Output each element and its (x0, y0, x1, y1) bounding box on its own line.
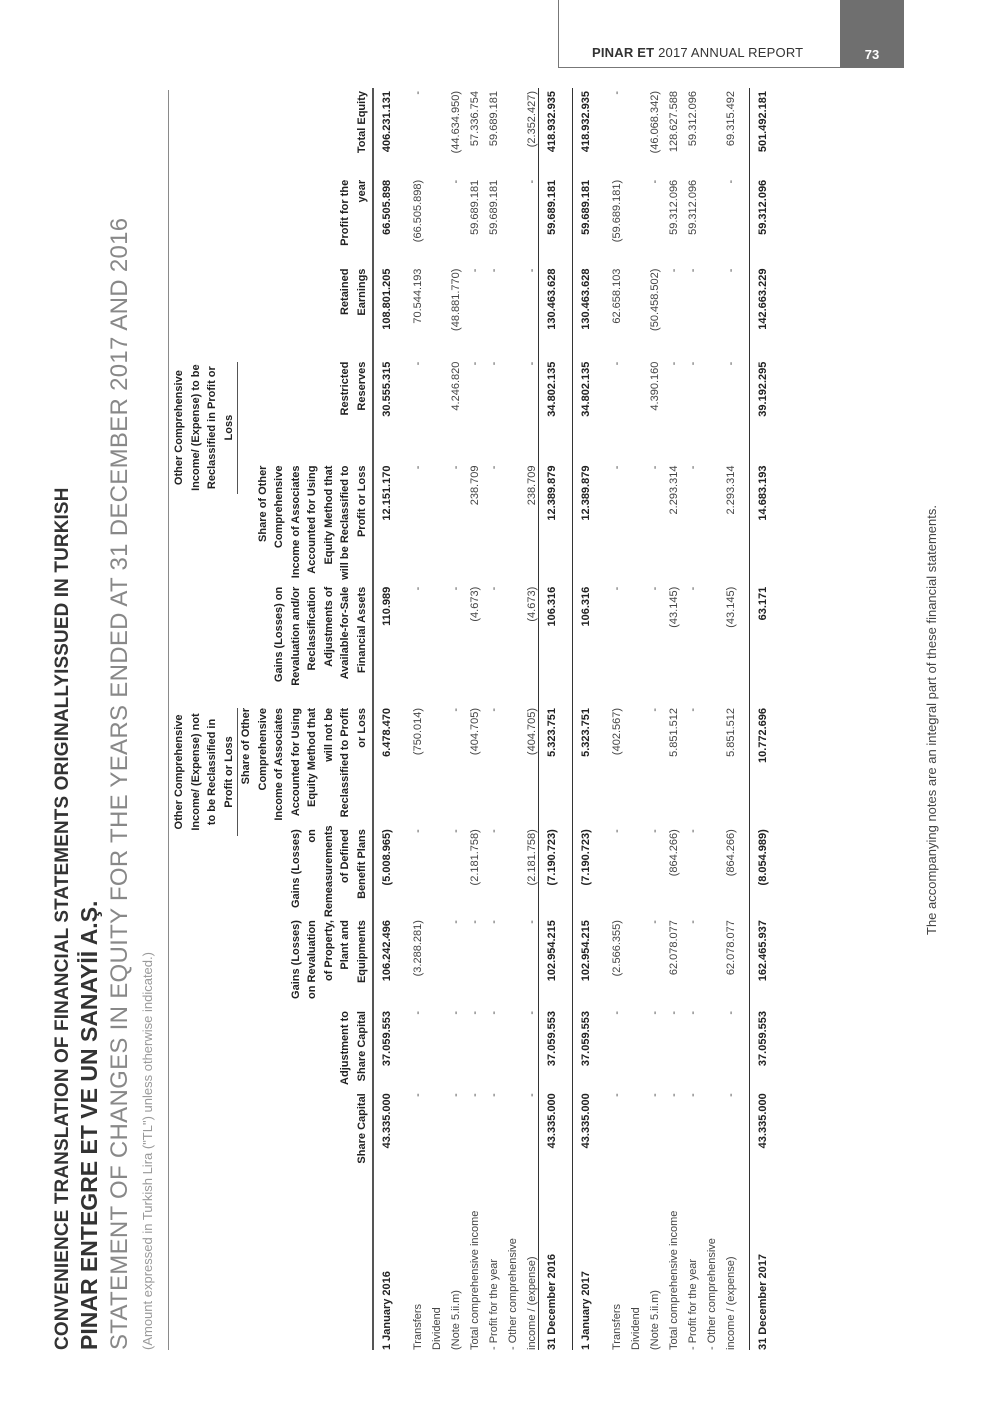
cell-value (623, 1090, 642, 1172)
cell-value: - (725, 179, 737, 184)
cell-value: - (687, 586, 699, 591)
cell-value (623, 88, 642, 177)
cell-value: 10.772.696 (750, 705, 770, 826)
cell-value: 34.802.135 (573, 359, 593, 463)
cell-value: - (450, 1011, 462, 1015)
cell-value: 57.336.754 (469, 91, 481, 147)
cell-value: (48.881.770) (450, 268, 462, 331)
cell-value (623, 826, 642, 917)
cell-value: - (649, 829, 661, 833)
col-header: Restricted Reserves (238, 359, 373, 463)
cell-value: - (488, 1011, 500, 1015)
cell-value: 39.192.295 (750, 359, 770, 463)
spacer-row (592, 88, 604, 1350)
cell-value: 142.663.229 (750, 266, 770, 359)
cell-value (623, 917, 642, 1008)
cell-value: - (687, 707, 699, 712)
cell-value: - (488, 1093, 500, 1097)
cell-value: 12.389.879 (573, 463, 593, 584)
cell-value: - (526, 268, 538, 273)
table-row (623, 88, 642, 1350)
row-label: - Other comprehensive (706, 1238, 718, 1350)
cell-value: 59.312.096 (687, 91, 699, 147)
cell-value: - (488, 707, 500, 712)
spacer-row (393, 88, 405, 1350)
cell-value (623, 177, 642, 266)
cell-value: - (687, 361, 699, 366)
cell-value: 2.293.314 (668, 465, 680, 515)
row-label: (Note 5.ii.m) (450, 1290, 462, 1350)
cell-value: - (488, 829, 500, 833)
col-header: Gains (Losses) on Revaluation and/or Reclassification Adjustments of Available-for-Sale Financial Assets (238, 584, 373, 705)
cell-value: 12.151.170 (381, 465, 393, 521)
cell-value: 418.932.935 (573, 88, 593, 177)
cell-value: 59.689.181 (539, 177, 559, 266)
row-label: Dividend (630, 1307, 642, 1350)
group-header-reclassified: Other Comprehensive Income/ (Expense) to be Reclassified in Profit or Loss (171, 359, 238, 584)
cell-value: (3.288.281) (412, 920, 424, 977)
cell-value (699, 177, 718, 266)
cell-value: - (488, 268, 500, 273)
row-label: income / (expense) (526, 1256, 538, 1350)
row-label: - Profit for the year (687, 1258, 699, 1350)
cell-value: - (649, 465, 661, 470)
cell-value: - (668, 268, 680, 273)
cell-value: - (412, 1093, 424, 1097)
cell-value: - (450, 707, 462, 712)
table-row (519, 88, 539, 1350)
cell-value (424, 584, 443, 705)
cell-value: - (687, 268, 699, 273)
row-label: - Other comprehensive (507, 1238, 519, 1350)
cell-value: 37.059.553 (573, 1008, 593, 1090)
cell-value: 238.709 (469, 465, 481, 506)
cell-value: (4.673) (526, 586, 538, 622)
cell-value (424, 177, 443, 266)
cell-value (500, 463, 519, 584)
cell-value: 69.315.492 (725, 91, 737, 147)
cell-value: - (469, 1011, 481, 1015)
cell-value: (2.352.427) (526, 91, 538, 148)
cell-value: - (611, 91, 623, 95)
cell-value: - (450, 179, 462, 184)
cell-value (424, 917, 443, 1008)
row-label: - Profit for the year (488, 1258, 500, 1350)
cell-value (699, 826, 718, 917)
cell-value: 66.505.898 (381, 179, 393, 235)
cell-value (699, 88, 718, 177)
rotated-page-content (40, 90, 950, 1350)
col-header: Adjustment to Share Capital (238, 1008, 373, 1090)
table-row (604, 88, 623, 1350)
amount-note: (Amount expressed in Turkish Lira ("TL") unless otherwise indicated.) (140, 952, 155, 1350)
col-header: Gains (Losses) on Remeasurements of Defined Benefit Plans (238, 826, 373, 917)
cell-value (623, 463, 642, 584)
cell-value: (7.190.723) (573, 826, 593, 917)
cell-value: 43.335.000 (573, 1090, 593, 1172)
cell-value (424, 88, 443, 177)
cell-value: (750.014) (412, 707, 424, 756)
cell-value: 37.059.553 (381, 1011, 393, 1067)
cell-value: - (469, 268, 481, 273)
header-report-title: 2017 ANNUAL REPORT (654, 45, 804, 60)
cell-value (424, 463, 443, 584)
cell-value: 59.689.181 (573, 177, 593, 266)
cell-value (500, 177, 519, 266)
cell-value (623, 266, 642, 359)
report-header (592, 45, 803, 60)
cell-value: 162.465.937 (750, 917, 770, 1008)
cell-value: 14.683.193 (750, 463, 770, 584)
cell-value: - (611, 465, 623, 470)
cell-value: (2.181.758) (469, 829, 481, 886)
cell-value: - (611, 1093, 623, 1097)
cell-value: (2.566.355) (611, 920, 623, 977)
cell-value: - (450, 920, 462, 924)
cell-value: - (450, 1093, 462, 1097)
cell-value: - (469, 920, 481, 924)
cell-value: - (687, 829, 699, 833)
cell-value: - (687, 1093, 699, 1097)
table-row (573, 88, 593, 1350)
cell-value: - (450, 465, 462, 470)
row-label: (Note 5.ii.m) (649, 1290, 661, 1350)
cell-value: - (412, 1011, 424, 1015)
cell-value: - (526, 920, 538, 924)
cell-value: - (687, 920, 699, 924)
cell-value: - (488, 465, 500, 470)
cell-value: - (526, 361, 538, 366)
cell-value (500, 359, 519, 463)
cell-value: 2.293.314 (725, 465, 737, 515)
cell-value: - (611, 829, 623, 833)
cell-value: - (412, 91, 424, 95)
equity-table (171, 88, 769, 1350)
cell-value: - (649, 586, 661, 591)
table-row (443, 88, 462, 1350)
cell-value: - (412, 586, 424, 591)
row-label: 31 December 2017 (750, 1173, 770, 1351)
cell-value: 59.312.096 (668, 179, 680, 235)
cell-value (500, 88, 519, 177)
cell-value (699, 266, 718, 359)
cell-value: 238.709 (526, 465, 538, 506)
translation-note-title: CONVENIENCE TRANSLATION OF FINANCIAL STATEMENTS ORIGINALLYISSUED IN TURKISH (52, 487, 73, 1350)
cell-value (500, 1008, 519, 1090)
cell-value: 130.463.628 (573, 266, 593, 359)
cell-value (500, 1090, 519, 1172)
cell-value: (44.634.950) (450, 91, 462, 154)
cell-value: - (687, 1011, 699, 1015)
cell-value: - (687, 465, 699, 470)
cell-value: 5.323.751 (539, 705, 559, 826)
cell-value: 12.389.879 (539, 463, 559, 584)
cell-value: 6.478.470 (381, 707, 393, 757)
cell-value (699, 463, 718, 584)
cell-value: - (668, 1093, 680, 1097)
cell-value: (59.689.181) (611, 179, 623, 243)
row-label: Total comprehensive income (668, 1210, 680, 1350)
cell-value: - (649, 1011, 661, 1015)
cell-value: - (412, 465, 424, 470)
cell-value: - (649, 707, 661, 712)
cell-value: (864.266) (668, 829, 680, 877)
cell-value: - (649, 179, 661, 184)
cell-value: 59.312.096 (687, 179, 699, 235)
table-row (424, 88, 443, 1350)
cell-value: 102.954.215 (573, 917, 593, 1008)
cell-value: 108.801.205 (381, 268, 393, 330)
group-header-row (171, 88, 238, 1350)
cell-value: - (526, 179, 538, 184)
cell-value: - (450, 829, 462, 833)
cell-value: 62.078.077 (668, 920, 680, 976)
cell-value (699, 584, 718, 705)
cell-value: 5.851.512 (668, 707, 680, 757)
cell-value: - (526, 1093, 538, 1097)
cell-value: 4.390.160 (649, 361, 661, 411)
table-row (373, 88, 393, 1350)
cell-value: 106.316 (539, 584, 559, 705)
cell-value: (402.567) (611, 707, 623, 756)
cell-value (424, 1090, 443, 1172)
row-label: Dividend (431, 1307, 443, 1350)
statement-title: STATEMENT OF CHANGES IN EQUITY FOR THE YEARS ENDED AT 31 DECEMBER 2017 AND 2016 (106, 217, 133, 1350)
spacer-row (737, 88, 750, 1350)
col-header: Gains (Losses) on Revaluation of Property, Plant and Equipments (238, 917, 373, 1008)
cell-value: (2.181.758) (526, 829, 538, 886)
cell-value (500, 584, 519, 705)
cell-value: 130.463.628 (539, 266, 559, 359)
table-row (481, 88, 500, 1350)
cell-value (424, 266, 443, 359)
row-label: income / (expense) (725, 1256, 737, 1350)
cell-value: - (611, 586, 623, 591)
cell-value: (8.054.989) (750, 826, 770, 917)
cell-value: - (412, 829, 424, 833)
cell-value: 63.171 (750, 584, 770, 705)
cell-value (500, 266, 519, 359)
cell-value: 34.802.135 (539, 359, 559, 463)
cell-value (424, 705, 443, 826)
row-label: 1 January 2017 (573, 1173, 593, 1351)
cell-value (424, 826, 443, 917)
cell-value: 43.335.000 (539, 1090, 559, 1172)
cell-value: - (488, 920, 500, 924)
cell-value: - (649, 1093, 661, 1097)
cell-value: - (469, 1093, 481, 1097)
cell-value (699, 359, 718, 463)
col-header: Share of Other Comprehensive Income of Associates Accounted for Using Equity Method that will not be Reclassified to Profit or Loss (238, 705, 373, 826)
cell-value: 106.316 (573, 584, 593, 705)
cell-value: 418.932.935 (539, 88, 559, 177)
divider (168, 90, 169, 1350)
col-header: Share Capital (238, 1090, 373, 1172)
cell-value: 5.323.751 (573, 705, 593, 826)
cell-value (699, 705, 718, 826)
cell-value: 37.059.553 (750, 1008, 770, 1090)
row-label: 31 December 2016 (539, 1173, 559, 1351)
cell-value (623, 1008, 642, 1090)
cell-value: - (611, 361, 623, 366)
cell-value: 59.689.181 (469, 179, 481, 235)
cell-value (424, 1008, 443, 1090)
col-header: Total Equity (238, 88, 373, 177)
cell-value: - (488, 361, 500, 366)
table-row (405, 88, 424, 1350)
cell-value (699, 1008, 718, 1090)
cell-value: - (668, 1011, 680, 1015)
cell-value: 59.312.096 (750, 177, 770, 266)
cell-value: (43.145) (725, 586, 737, 628)
cell-value: - (725, 1093, 737, 1097)
col-header: Share of Other Comprehensive Income of Associates Accounted for Using Equity Method that will be Reclassified to Profit or Loss (238, 463, 373, 584)
table-row (642, 88, 661, 1350)
cell-value: (4.673) (469, 586, 481, 622)
cell-value: 30.555.315 (381, 361, 393, 417)
cell-value: 4.246.820 (450, 361, 462, 411)
table-row (462, 88, 481, 1350)
cell-value: 406.231.131 (381, 91, 393, 153)
col-header: Profit for the year (238, 177, 373, 266)
footnote: The accompanying notes are an integral part of these financial statements. (924, 505, 939, 935)
cell-value (699, 917, 718, 1008)
cell-value: - (611, 1011, 623, 1015)
cell-value: - (725, 268, 737, 273)
spacer-row (558, 88, 573, 1350)
cell-value: 106.242.496 (381, 920, 393, 982)
cell-value: 37.059.553 (539, 1008, 559, 1090)
cell-value: - (725, 1011, 737, 1015)
cell-value: - (725, 361, 737, 366)
cell-value: - (412, 361, 424, 366)
cell-value: 59.689.181 (488, 91, 500, 147)
cell-value: - (526, 1011, 538, 1015)
cell-value: (66.505.898) (412, 179, 424, 243)
table-row (680, 88, 699, 1350)
row-label: Total comprehensive income (469, 1210, 481, 1350)
cell-value (623, 705, 642, 826)
table-row (750, 88, 770, 1350)
cell-value: 59.689.181 (488, 179, 500, 235)
cell-value: 110.989 (381, 586, 393, 626)
cell-value (500, 705, 519, 826)
cell-value: 501.492.181 (750, 88, 770, 177)
header-company: PINAR ET (592, 45, 655, 60)
cell-value: - (649, 920, 661, 924)
company-name: PINAR ENTEGRE ET VE UN SANAYİİ A.Ş. (76, 900, 102, 1350)
cell-value: - (668, 361, 680, 366)
cell-value: - (469, 361, 481, 366)
page-number: 73 (840, 0, 904, 68)
column-header-row (238, 88, 373, 1350)
cell-value: 43.335.000 (381, 1093, 393, 1149)
table-row (699, 88, 718, 1350)
row-label: Transfers (412, 1303, 424, 1350)
cell-value: (43.145) (668, 586, 680, 628)
group-header-not-reclassified: Other Comprehensive Income/ (Expense) not to be Reclassified in Profit or Loss (171, 705, 238, 917)
table-row (500, 88, 519, 1350)
cell-value (623, 359, 642, 463)
cell-value: 5.851.512 (725, 707, 737, 757)
table-row (718, 88, 737, 1350)
cell-value: (7.190.723) (539, 826, 559, 917)
cell-value: (404.705) (469, 707, 481, 756)
cell-value: (50.458.502) (649, 268, 661, 331)
cell-value: 43.335.000 (750, 1090, 770, 1172)
cell-value (623, 584, 642, 705)
row-label: 1 January 2016 (381, 1271, 393, 1350)
cell-value (500, 826, 519, 917)
cell-value (424, 359, 443, 463)
cell-value: - (488, 586, 500, 591)
cell-value (500, 917, 519, 1008)
cell-value: (46.068.342) (649, 91, 661, 154)
cell-value: 102.954.215 (539, 917, 559, 1008)
row-label: Transfers (611, 1303, 623, 1350)
cell-value: 62.658.103 (611, 268, 623, 324)
cell-value (699, 1090, 718, 1172)
cell-value: (5.008.965) (381, 829, 393, 886)
cell-value: (404.705) (526, 707, 538, 756)
col-header: Retained Earnings (238, 266, 373, 359)
cell-value: 62.078.077 (725, 920, 737, 976)
cell-value: 70.544.193 (412, 268, 424, 324)
table-row (539, 88, 559, 1350)
cell-value: (864.266) (725, 829, 737, 877)
cell-value: - (450, 586, 462, 591)
cell-value: 128.627.588 (668, 91, 680, 153)
table-row (661, 88, 680, 1350)
